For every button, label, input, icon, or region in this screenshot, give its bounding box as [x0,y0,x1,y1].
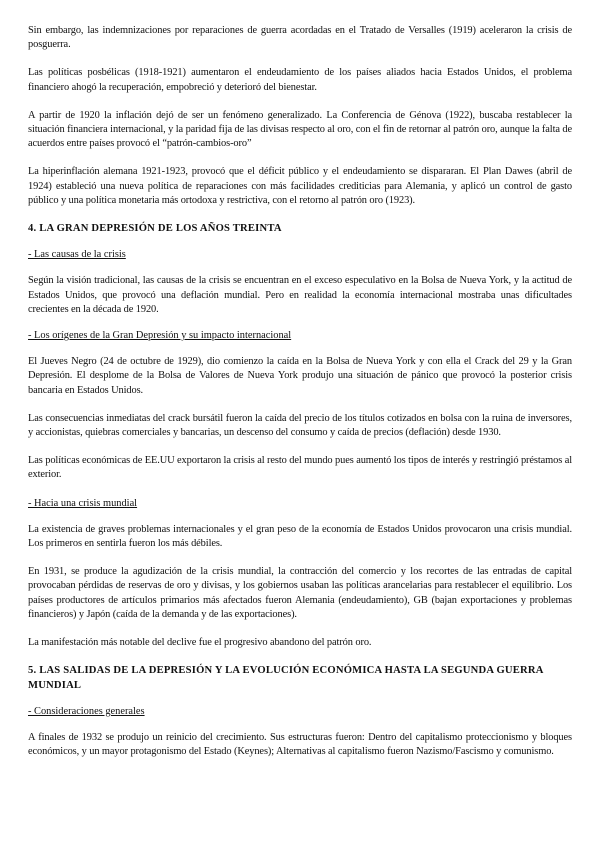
subheading-origenes: - Los orígenes de la Gran Depresión y su impacto internacional [28,330,292,342]
subheading-causas: - Las causas de la crisis [28,249,126,261]
paragraph-1932: A finales de 1932 se produjo un reinicio del crecimiento. Sus estructuras fueron: Dentro del capitalismo proteccionismo y bloques económicos, y un mayor protagonismo del Estado (Keynes); Alternativas al capitalismo fueron Nazismo/Fascismo y comunismo. [28,731,572,758]
paragraph-politicas-eeuu: Las políticas económicas de EE.UU exportaron la crisis al resto del mundo pues aumentó los tipos de interés y restringió préstamos al exterior. [28,455,572,481]
subheading-crisis-mundial: - Hacia una crisis mundial [28,497,138,509]
section-heading-5: 5. LAS SALIDAS DE LA DEPRESIÓN Y LA EVOLUCIÓN ECONÓMICA HASTA LA SEGUNDA GUERRA MUNDIAL [28,665,543,691]
paragraph-patron-oro: La manifestación más notable del declive fue el progresivo abandono del patrón oro. [28,637,372,649]
paragraph-hiperinflacion: La hiperinflación alemana 1921-1923, provocó que el déficit público y el endeudamiento se dispararan. El Plan Dawes (abril de 1924) estableció una nueva política de reparaciones con más facilidades crediticias para Alemania, y aplicó un control de gasto público y una política monetaria más ortodoxa y restrictiva, con el retorno al patrón oro (1923). [28,166,572,206]
section-heading-4: 4. LA GRAN DEPRESIÓN DE LOS AÑOS TREINTA [28,223,282,235]
paragraph-vision-tradicional: Según la visión tradicional, las causas de la crisis se encuentran en el exceso especulativo en la Bolsa de Nueva York, y la actitud de Estados Unidos, que provocó una deflación mundial. Pero en realidad la economía internacional mostraba unas dificultades crecientes en la década de 1920. [28,275,572,315]
paragraph-1931: En 1931, se produce la agudización de la crisis mundial, la contracción del comercio y los recortes de las entradas de capital provocaban pérdidas de reservas de oro y divisas, y los gobiernos usaban las políticas arancelarias para restablecer el equilibrio. Los países productores de artículos primarios más afectados fueron Alemania (endeudamiento), GB (bajan exportaciones y problemas financieros) y Japón (caída de la demanda y de las exportaciones). [28,566,572,620]
paragraph-problemas-internacionales: La existencia de graves problemas internacionales y el gran peso de la economía de Estados Unidos provocaron una crisis mundial. Los primeros en sentirla fueron los más débiles. [28,523,572,550]
paragraph-genova: A partir de 1920 la inflación dejó de ser un fenómeno generalizado. La Conferencia de Génova (1922), buscaba restablecer la situación financiera internacional, y la paridad fija de las divisas respecto al oro, con el fin de retornar al patrón oro, aunque la falta de acuerdos entre países provocó el “patrón-cambios-oro” [28,109,572,150]
paragraph-posbelicas: Las políticas posbélicas (1918-1921) aumentaron el endeudamiento de los países aliados hacia Estados Unidos, el problema financiero ahogó la recuperación, empobreció y deterioró del bienestar. [28,67,572,93]
paragraph-versalles: Sin embargo, las indemnizaciones por reparaciones de guerra acordadas en el Tratado de Versalles (1919) aceleraron la crisis de posguerra. [28,25,572,51]
subheading-consideraciones: - Consideraciones generales [28,705,145,717]
paragraph-consecuencias: Las consecuencias inmediatas del crack bursátil fueron la caída del precio de los títulos cotizados en bolsa con la ruina de inversores, y accionistas, quiebras comerciales y bancarias, un descenso del consumo y caída de precios (deflación) desde 1930. [28,412,572,439]
paragraph-jueves-negro: El Jueves Negro (24 de octubre de 1929), dio comienzo la caída en la Bolsa de Nueva York y con ella el Crack del 29 y la Gran Depresión. El desplome de la Bolsa de Valores de Nueva York produjo una situación de pánico que provocó la posterior crisis bancaria en Estados Unidos. [28,356,572,396]
